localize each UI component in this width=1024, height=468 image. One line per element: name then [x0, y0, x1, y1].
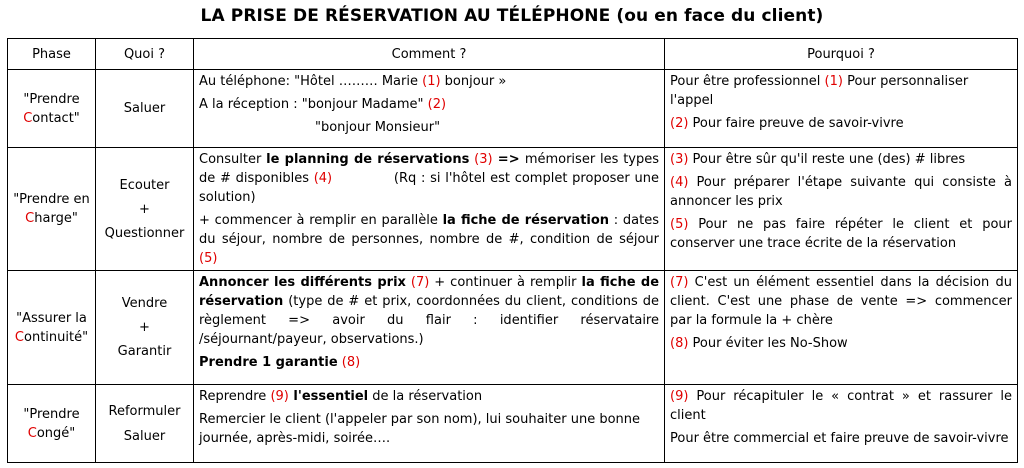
- header-row: [8, 39, 1018, 70]
- pourquoi-text: Pour personnaliser l'appel: [670, 74, 969, 108]
- ref-number: (2): [670, 116, 689, 131]
- ref-number: (7): [670, 275, 689, 290]
- pourquoi-text: Pour ne pas faire répéter le client et pour conserver une trace écrite de la réservation: [670, 217, 1012, 251]
- pourquoi-text: Pour être professionnel: [670, 74, 825, 89]
- comment-text: Reprendre: [199, 389, 271, 404]
- ref-number: (9): [270, 389, 289, 404]
- header-quoi: Quoi ?: [96, 39, 194, 70]
- pourquoi-cell: [665, 148, 1018, 271]
- pourquoi-text: Pour récapituler le « contrat » et rassurer le client: [670, 389, 1012, 423]
- pourquoi-cell: [665, 70, 1018, 148]
- comment-text: + continuer à remplir: [429, 275, 582, 290]
- comment-text: de la réservation: [368, 389, 483, 404]
- phase-text: ontact": [32, 110, 80, 126]
- ref-number: (4): [313, 171, 333, 186]
- quoi-cell: [96, 271, 194, 385]
- table-row: [8, 148, 1018, 271]
- pourquoi-text: Pour être sûr qu'il reste une (des) # libres: [688, 152, 966, 167]
- comment-text: + commencer à remplir en parallèle: [199, 213, 443, 228]
- comment-text: Remercier le client (l'appeler par son nom), lui souhaiter une bonne journée, après-midi, soirée….: [199, 412, 641, 446]
- phase-highlight: C: [25, 211, 35, 226]
- phase-cell: [8, 271, 96, 385]
- ref-number: (5): [670, 217, 689, 232]
- phase-highlight: C: [23, 110, 33, 126]
- phase-cell: [8, 70, 96, 148]
- quoi-text: Garantir: [117, 344, 172, 359]
- phase-highlight: C: [27, 425, 37, 441]
- quoi-text: Questionner: [104, 225, 185, 241]
- phase-text: harge": [34, 211, 78, 226]
- pourquoi-text: Pour être commercial et faire preuve de savoir-vivre: [670, 431, 1009, 446]
- comment-cell: [194, 70, 665, 148]
- quoi-text: Saluer: [123, 101, 166, 116]
- pourquoi-text: Pour préparer l'étape suivante qui consiste à annoncer les prix: [670, 175, 1012, 209]
- quoi-cell: [96, 385, 194, 463]
- pourquoi-cell: [665, 271, 1018, 385]
- comment-bold: l': [288, 389, 302, 404]
- comment-text: A la réception : "bonjour Madame": [199, 97, 428, 112]
- phase-cell: [8, 385, 96, 463]
- comment-cell: [194, 385, 665, 463]
- quoi-text: +: [139, 320, 150, 335]
- ref-number: (1): [422, 74, 441, 89]
- page-title: LA PRISE DE RÉSERVATION AU TÉLÉPHONE (ou en face du client): [200, 6, 824, 26]
- reservation-table: [7, 38, 1018, 463]
- phase-text: "Prendre: [23, 91, 80, 107]
- header-comment: Comment ?: [194, 39, 665, 70]
- comment-bold: essentiel: [301, 389, 369, 404]
- quoi-text: +: [139, 201, 150, 217]
- pourquoi-text: C'est un élément essentiel dans la décision du client. C'est une phase de vente => commencer par la formule la + chère: [670, 275, 1012, 328]
- comment-text: "bonjour Monsieur": [315, 120, 441, 135]
- ref-number: (9): [670, 389, 689, 404]
- quoi-text: Reformuler: [108, 403, 181, 419]
- comment-cell: [194, 271, 665, 385]
- table-row: [8, 271, 1018, 385]
- comment-text: Au téléphone: "Hôtel ……… Marie: [199, 74, 423, 89]
- phase-text: "Prendre en: [13, 192, 90, 207]
- table-row: [8, 385, 1018, 463]
- phase-text: "Assurer la: [16, 310, 87, 326]
- comment-bold: Annoncer les différents prix: [199, 275, 406, 290]
- quoi-cell: [96, 148, 194, 271]
- comment-text: Consulter: [199, 152, 267, 167]
- phase-text: ongé": [36, 425, 76, 441]
- phase-highlight: C: [14, 329, 24, 345]
- comment-bold: le planning de réservations: [266, 152, 470, 167]
- comment-cell: [194, 148, 665, 271]
- comment-text: mémoriser les types de # disponibles: [199, 152, 660, 186]
- ref-number: (8): [337, 355, 361, 370]
- ref-number: (5): [199, 251, 218, 266]
- ref-number: (8): [670, 336, 689, 351]
- comment-bold: la fiche de réservation: [442, 213, 610, 228]
- comment-bold: =>: [492, 152, 525, 167]
- ref-number: (3): [670, 152, 689, 167]
- ref-number: (7): [405, 275, 430, 290]
- comment-text: : dates du séjour, nombre de personnes, nombre de #, condition de séjour: [199, 213, 660, 247]
- pourquoi-cell: [665, 385, 1018, 463]
- quoi-text: Ecouter: [119, 177, 170, 193]
- table-row: [8, 70, 1018, 148]
- phase-text: "Prendre: [23, 406, 80, 422]
- ref-number: (4): [670, 175, 689, 190]
- header-phase: Phase: [8, 39, 96, 70]
- pourquoi-text: Pour éviter les No-Show: [688, 336, 848, 351]
- ref-number: (3): [474, 152, 493, 167]
- quoi-cell: [96, 70, 194, 148]
- phase-cell: [8, 148, 96, 271]
- ref-number: (2): [427, 97, 447, 112]
- comment-bold: Prendre 1 garantie: [199, 355, 338, 370]
- header-pourquoi: Pourquoi ?: [665, 39, 1018, 70]
- comment-bold: la fiche de réservation: [199, 275, 660, 309]
- ref-number: (1): [824, 74, 843, 89]
- comment-text: (Rq : si l'hôtel est complet proposer une solution): [199, 171, 664, 205]
- quoi-text: Vendre: [121, 296, 168, 311]
- phase-text: ontinuité": [24, 329, 89, 345]
- pourquoi-text: Pour faire preuve de savoir-vivre: [688, 116, 904, 131]
- comment-text: (type de # et prix, coordonnées du client, conditions de règlement => avoir du flair : identifier réservataire /séjournant/payeur, observations.): [199, 294, 659, 347]
- comment-text: bonjour »: [440, 74, 507, 89]
- quoi-text: Saluer: [123, 428, 166, 444]
